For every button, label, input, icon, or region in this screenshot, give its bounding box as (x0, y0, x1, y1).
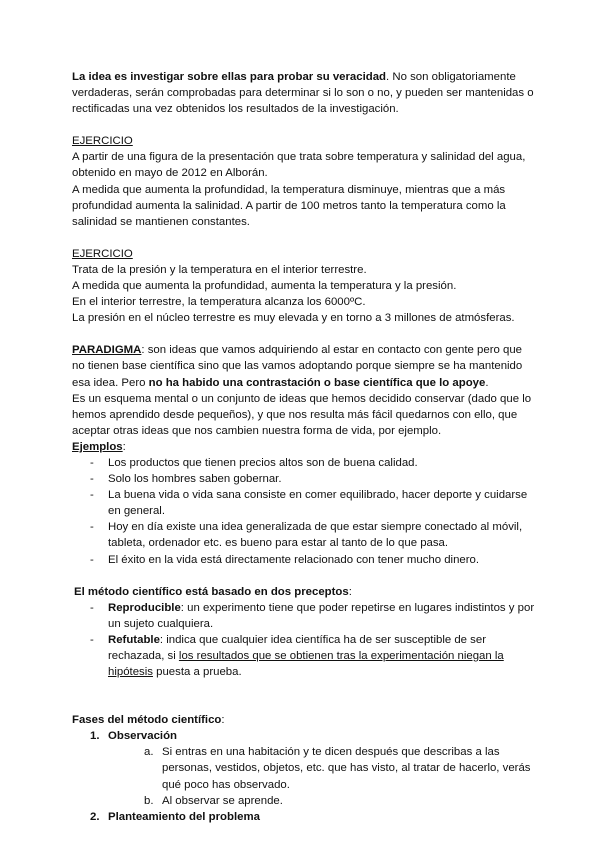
step-number: 2. (90, 810, 100, 823)
precepto-text: : un experimento tiene que poder repetirse en lugares indistintos y por un sujeto cualquiera. (108, 601, 535, 630)
paradigma-end: . (485, 376, 489, 389)
paradigma-second: Es un esquema mental o un conjunto de ideas que hemos decidido conservar (dado que lo hemos aprendido desde pequeños), y que nos resulta más fácil quedarnos con ello, que aceptar otras ideas que nos cambien nuestra forma de vida, por ejemplo. (72, 392, 532, 437)
precepto-end: puesta a prueba. (152, 666, 242, 679)
ejercicio-2-heading: EJERCICIO (72, 247, 133, 260)
paradigma-bold: no ha habido una contrastación o base científica que lo apoye (148, 376, 486, 389)
ejercicio-2-line: La presión en el núcleo terrestre es muy elevada y en torno a 3 millones de atmósferas. (72, 312, 515, 325)
intro-bold: La idea es investigar sobre ellas para probar su veracidad (72, 71, 387, 83)
step-title: Observación (108, 730, 178, 743)
ejercicio-1-line: A partir de una figura de la presentación que trata sobre temperatura y salinidad del agua, obtenido en mayo de 2012 en Alborán. (72, 151, 526, 180)
step-number: 1. (90, 730, 100, 743)
ejercicio-2-line: En el interior terrestre, la temperatura alcanza los 6000ºC. (72, 296, 366, 309)
fases-list (72, 728, 536, 825)
metodo-heading-text: El método científico está basado en dos preceptos (74, 585, 349, 598)
precepto-text: : indica que cualquier idea científica ha de ser susceptible de ser rechazada, si (108, 633, 487, 662)
list-item (108, 600, 536, 632)
document-body (72, 69, 536, 825)
precepto-term: Reproducible (108, 601, 181, 614)
sub-text: Si entras en una habitación y te dicen después que describas a las personas, vestidos, objetos, etc. que has visto, al tratar de hacerlo, verás qué poco has observado. (162, 746, 531, 791)
intro-paragraph (72, 69, 536, 117)
intro-rest: . No son obligatoriamente verdaderas, serán comprobadas para determinar si lo son o no, y pueden ser mantenidas o rectificadas una vez obtenidos los resultados de la investigación. (72, 71, 534, 116)
list-item: - Solo los hombres saben gobernar. (108, 471, 536, 487)
sub-marker: b. (144, 794, 154, 807)
metodo-heading (72, 584, 536, 600)
examples-heading (72, 439, 536, 455)
list-item (144, 793, 536, 809)
step-title: Planteamiento del problema (108, 810, 260, 823)
sub-text: Al observar se aprende. (162, 794, 283, 807)
fases-heading-text: Fases del método científico (72, 714, 222, 727)
paradigma-term: PARADIGMA (72, 344, 142, 357)
fases-heading (72, 712, 536, 728)
examples-colon: : (122, 440, 126, 453)
list-item: - La buena vida o vida sana consiste en comer equilibrado, hacer deporte y cuidarse en general. (108, 487, 536, 519)
list-item (90, 728, 536, 808)
list-item (144, 744, 536, 792)
ejercicio-2-line: A medida que aumenta la profundidad, aumenta la temperatura y la presión. (72, 280, 457, 293)
list-item: - Hoy en día existe una idea generalizada de que estar siempre conectado al móvil, tableta, ordenador etc. es bueno para estar al tanto de lo que pasa. (108, 519, 536, 551)
ejercicio-2-line: Trata de la presión y la temperatura en el interior terrestre. (72, 263, 367, 276)
ejercicio-1-line: A medida que aumenta la profundidad, la temperatura disminuye, mientras que a más profundidad aumenta la salinidad. A partir de 100 metros tanto la temperatura como la salinidad se mantienen constantes. (72, 183, 506, 228)
step-sublist (108, 744, 536, 808)
metodo-heading-colon: : (348, 585, 352, 598)
examples-list (72, 455, 536, 568)
paradigma-definition (72, 342, 536, 390)
examples-label: Ejemplos (72, 440, 123, 453)
sub-marker: a. (144, 746, 154, 759)
list-item: - Los productos que tienen precios altos son de buena calidad. (108, 455, 536, 471)
precepto-term: Refutable (108, 633, 160, 646)
list-item: - El éxito en la vida está directamente relacionado con tener mucho dinero. (108, 552, 536, 568)
list-item (90, 809, 536, 825)
fases-heading-colon: : (221, 714, 225, 727)
paradigma-definition-text: : son ideas que vamos adquiriendo al estar en contacto con gente pero que no tienen base científica sino que las vamos adoptando porque siempre se ha mantenido esa idea. Pero (72, 344, 523, 389)
preceptos-list (72, 600, 536, 680)
ejercicio-1-heading: EJERCICIO (72, 135, 133, 148)
list-item (108, 632, 536, 680)
precepto-underlined: los resultados que se obtienen tras la experimentación niegan la hipótesis (108, 650, 504, 679)
